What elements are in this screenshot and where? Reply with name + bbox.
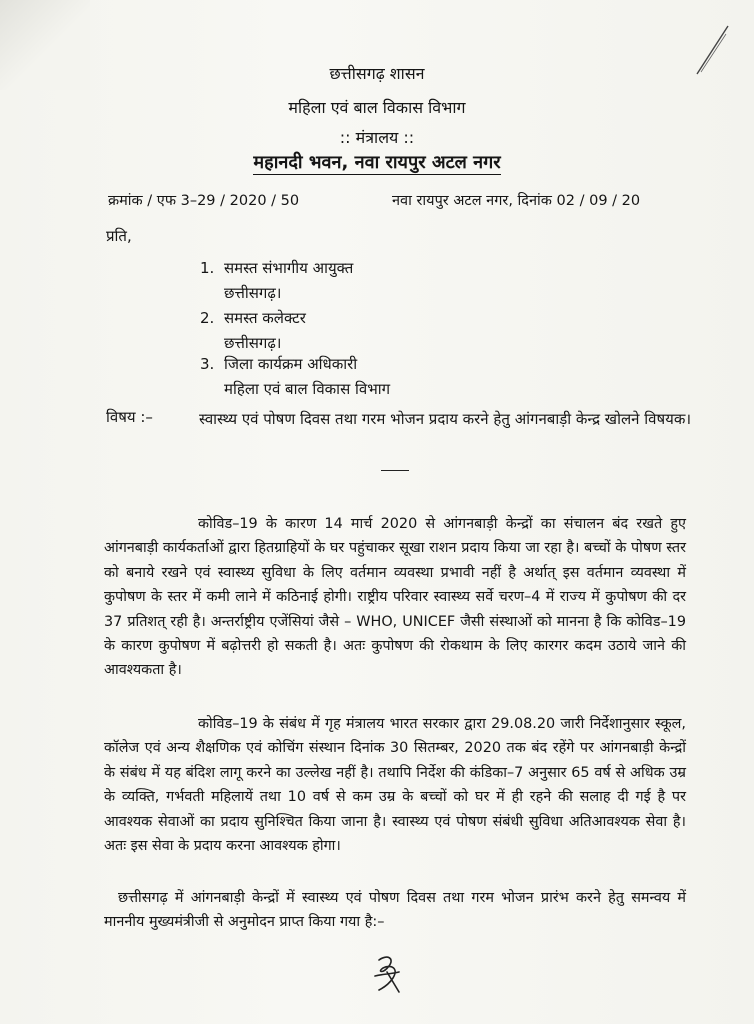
place-date: नवा रायपुर अटल नगर, दिनांक 02 / 09 / 20	[392, 193, 641, 209]
address-text: महानदी भवन, नवा रायपुर अटल नगर	[253, 152, 501, 173]
signature	[369, 952, 409, 994]
department-title: महिला एवं बाल विकास विभाग	[288, 98, 466, 117]
address-line	[0, 150, 754, 174]
subject-label: विषय :–	[106, 408, 153, 426]
recipient-title: जिला कार्यक्रम अधिकारी	[224, 355, 358, 373]
body-paragraph-2	[104, 712, 686, 858]
recipient-location: महिला एवं बाल विकास विभाग	[224, 380, 391, 398]
subject-text: स्वास्थ्य एवं पोषण दिवस तथा गरम भोजन प्रदाय करने हेतु आंगनबाड़ी केन्द्र खोलने विषयक।	[199, 410, 692, 428]
separator-line	[381, 470, 409, 471]
recipient-title: समस्त कलेक्टर	[224, 309, 306, 327]
recipient-location: छत्तीसगढ़।	[224, 334, 282, 352]
recipient-number: 3.	[200, 355, 215, 373]
recipient-location: छत्तीसगढ़।	[224, 284, 282, 302]
salutation: प्रति,	[106, 227, 132, 245]
body-paragraph-1	[104, 512, 686, 683]
recipient-number: 2.	[200, 309, 215, 327]
reference-number: क्रमांक / एफ 3–29 / 2020 / 50	[108, 193, 300, 209]
paragraph-text: छत्तीसगढ़ में आंगनबाड़ी केन्द्रों में स्वास्थ्य एवं पोषण दिवस तथा गरम भोजन प्रारंभ करने हेतु समन्वय में माननीय मुख्यमंत्रीजी से अनुमोदन प्राप्त किया गया है:–	[104, 890, 686, 931]
paragraph-text: कोविड–19 के कारण 14 मार्च 2020 से आंगनबाड़ी केन्द्रों का संचालन बंद रखते हुए आंगनबाड़ी कार्यकर्ताओं द्वारा हितग्राहियों के घर पहुंचाकर सूखा राशन प्रदाय किया जा रहा है। बच्चों के पोषण स्तर को बनाये रखने एवं स्वास्थ्य सुविधा के लिए वर्तमान व्यवस्था प्रभावी नहीं है अर्थात् इस वर्तमान व्यवस्था में कुपोषण के स्तर में कमी लाने में कठिनाई होगी। राष्ट्रीय परिवार स्वास्थ्य सर्वे चरण–4 में राज्य में कुपोषण की दर 37 प्रतिशत् रही है। अन्तर्राष्ट्रीय एजेंसियां जैसे – WHO, UNICEF जैसी संस्थाओं को मानना है कि कोविड–19 के कारण कुपोषण में बढ़ोत्तरी हो सकती है। अतः कुपोषण की रोकथाम के लिए कारगर कदम उठाये जाने की आवश्यकता है।	[104, 516, 686, 679]
recipient-3	[200, 352, 390, 402]
govt-title: छत्तीसगढ़ शासन	[329, 64, 425, 83]
recipient-number: 1.	[200, 259, 215, 277]
ministry-label: :: मंत्रालय ::	[339, 128, 415, 147]
recipient-2	[200, 306, 306, 356]
body-paragraph-3	[104, 886, 686, 935]
recipient-1	[200, 256, 353, 306]
paragraph-text: कोविड–19 के संबंध में गृह मंत्रालय भारत सरकार द्वारा 29.08.20 जारी निर्देशानुसार स्कूल, कॉलेज एवं अन्य शैक्षणिक एवं कोचिंग संस्थान दिनांक 30 सितम्बर, 2020 तक बंद रहेंगे पर आंगनबाड़ी केन्द्रों के संबंध में यह बंदिश लागू करने का उल्लेख नहीं है। तथापि निर्देश की कंडिका–7 अनुसार 65 वर्ष से अधिक उम्र के व्यक्ति, गर्भवती महिलायें तथा 10 वर्ष से कम उम्र के बच्चों को घर में ही रहने की सलाह दी गई है पर आवश्यक सेवाओं का प्रदाय सुनिश्चित किया जाना है। स्वास्थ्य एवं पोषण संबंधी सुविधा अतिआवश्यक सेवा है। अतः इस सेवा के प्रदाय करना आवश्यक होगा।	[104, 716, 686, 855]
recipient-title: समस्त संभागीय आयुक्त	[224, 259, 354, 277]
